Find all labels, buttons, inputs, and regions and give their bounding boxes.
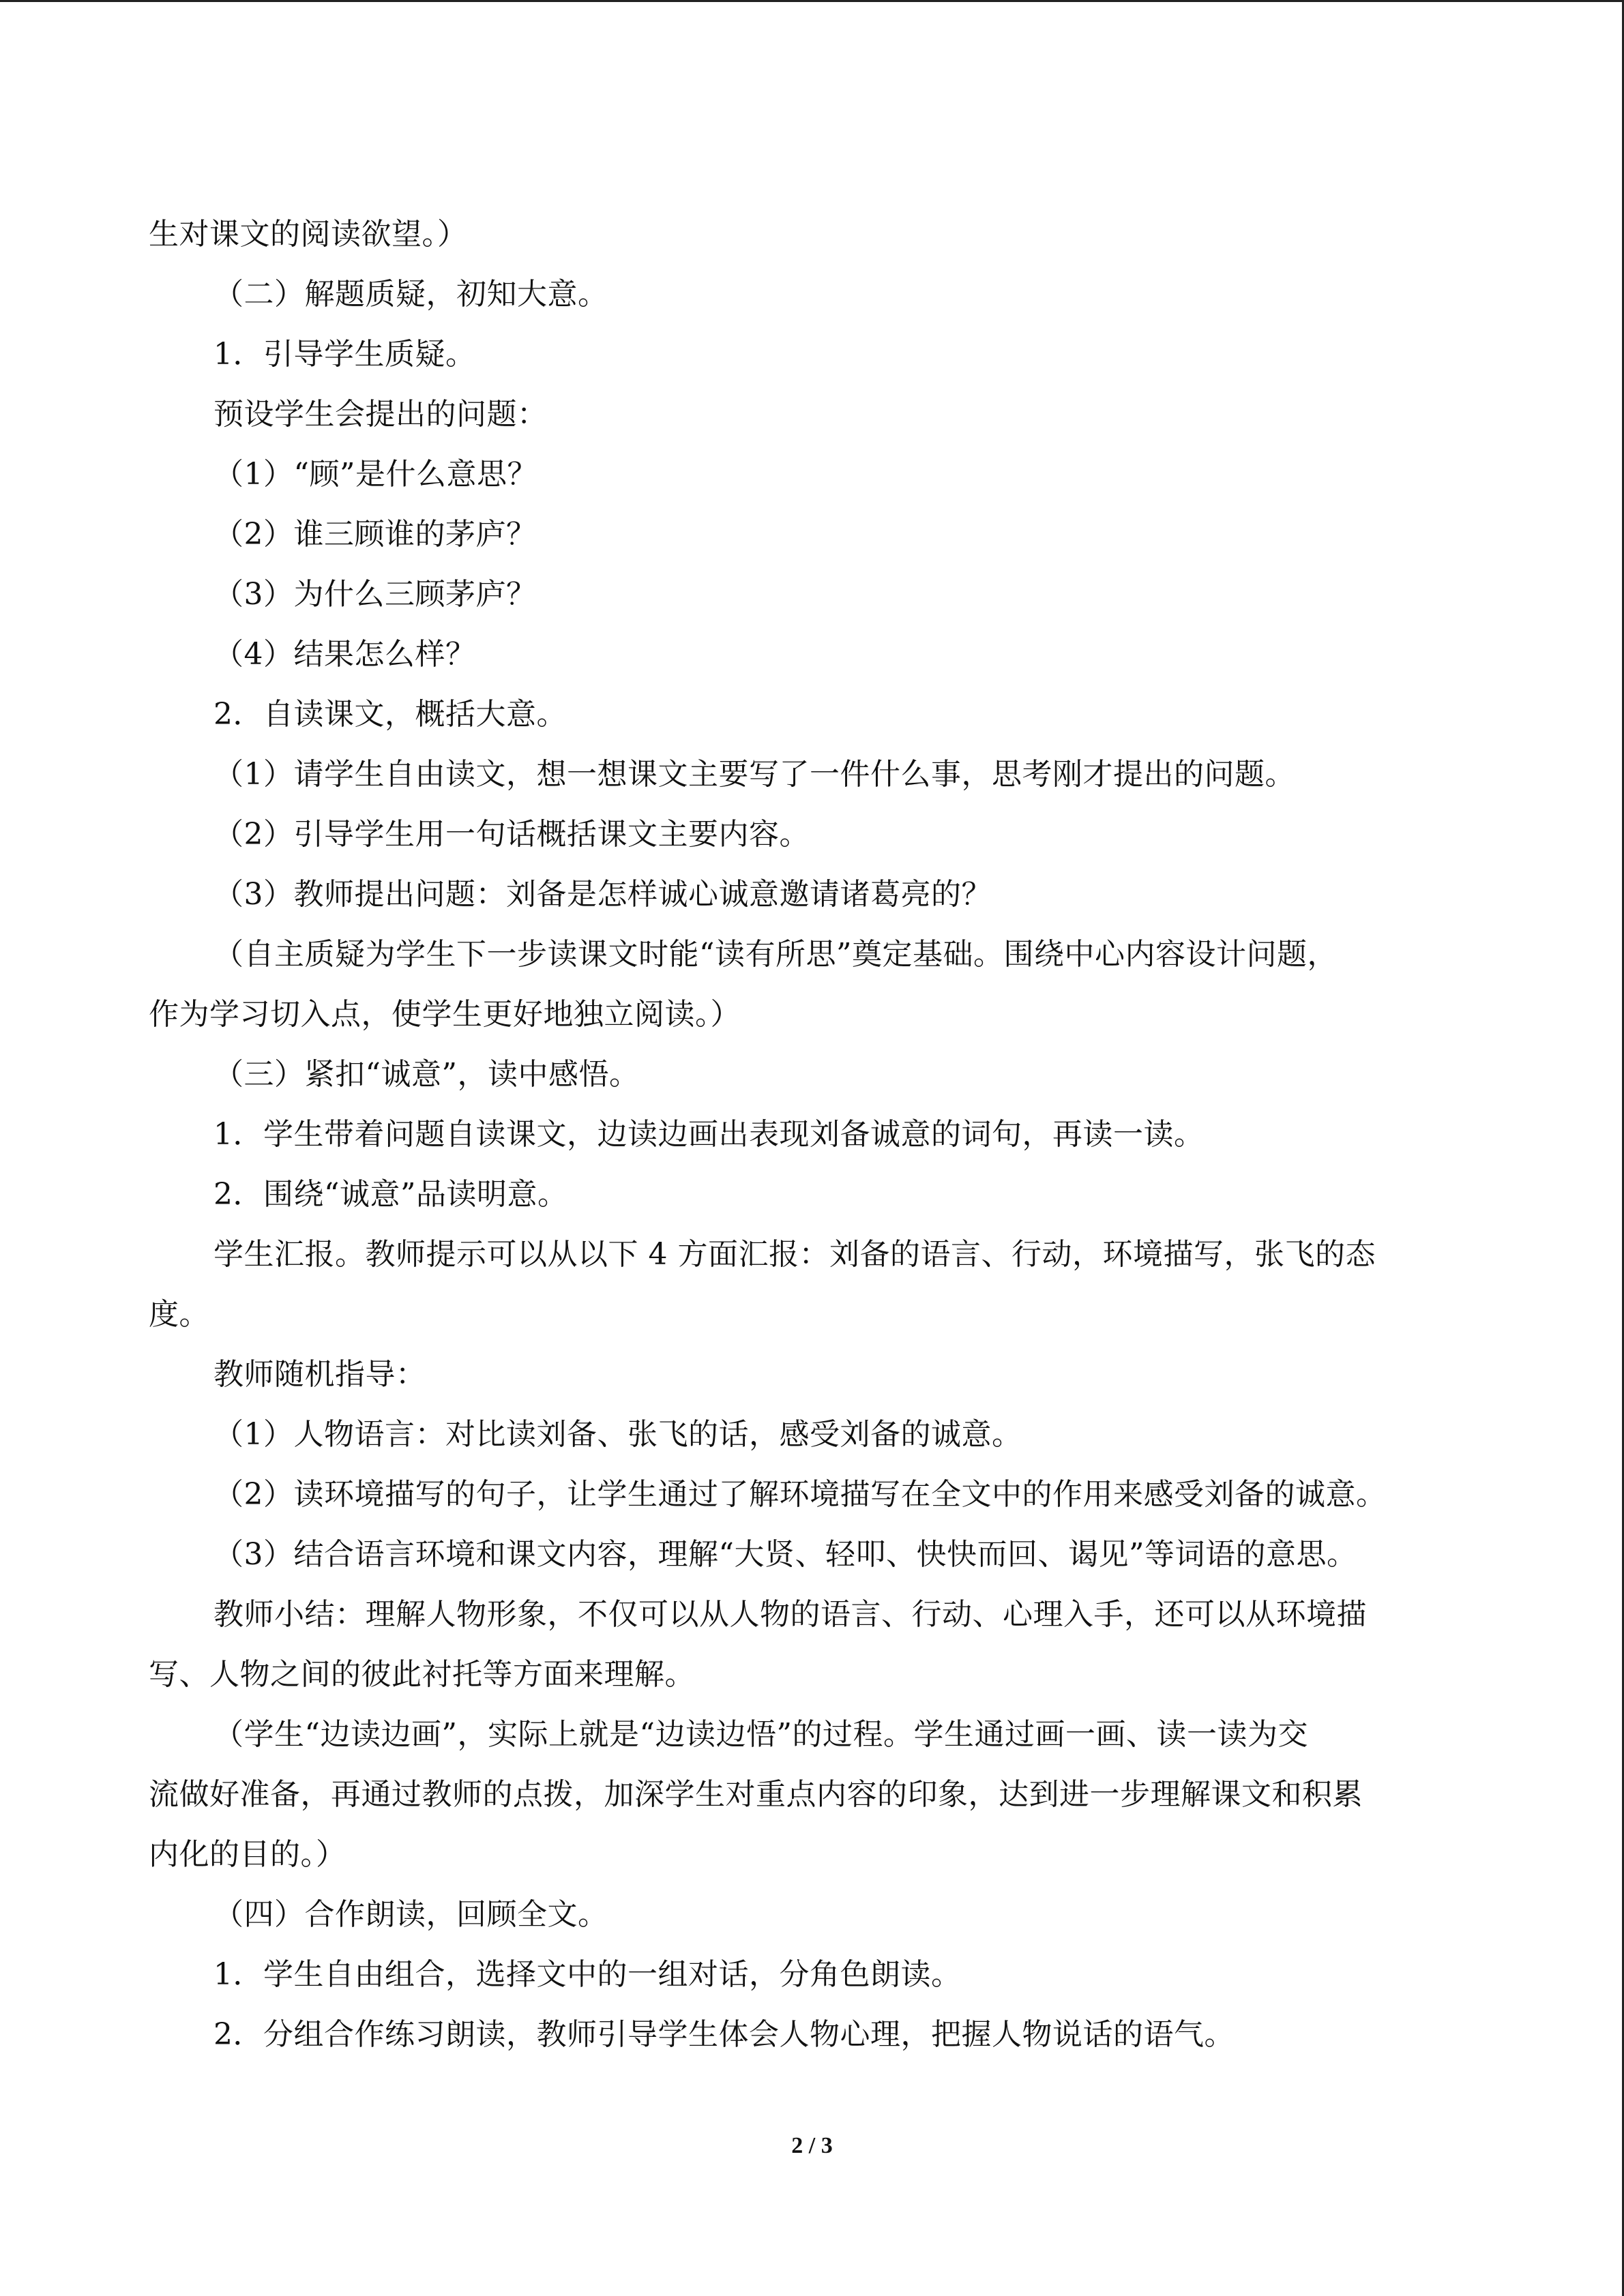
text-line: 1．引导学生质疑。 <box>213 337 476 372</box>
text-line: （3）结合语言环境和课文内容，理解“大贤、轻叩、快快而回、谒见”等词语的意思。 <box>213 1537 1357 1572</box>
text-line: 教师随机指导： <box>213 1357 426 1392</box>
text-line: （三）紧扣“诚意”，读中感悟。 <box>213 1057 640 1092</box>
text-line: 2．围绕“诚意”品读明意。 <box>213 1177 568 1212</box>
page-border-top <box>0 0 1624 2</box>
text-line: 1．学生自由组合，选择文中的一组对话，分角色朗读。 <box>213 1957 962 1992</box>
text-line: （4）结果怎么样？ <box>213 637 476 672</box>
text-line: 1．学生带着问题自读课文，边读边画出表现刘备诚意的词句，再读一读。 <box>213 1117 1205 1152</box>
text-line: 生对课文的阅读欲望。） <box>149 217 468 252</box>
text-line: （3）教师提出问题：刘备是怎样诚心诚意邀请诸葛亮的？ <box>213 877 992 912</box>
text-line: 写、人物之间的彼此衬托等方面来理解。 <box>149 1657 695 1692</box>
text-line: 2．自读课文，概括大意。 <box>213 697 567 732</box>
text-line: 教师小结：理解人物形象，不仅可以从人物的语言、行动、心理入手，还可以从环境描 <box>213 1597 1367 1632</box>
text-line: （2）谁三顾谁的茅庐？ <box>213 517 537 552</box>
page-number: 2 / 3 <box>791 2133 833 2158</box>
text-line: （学生“边读边画”，实际上就是“边读边悟”的过程。学生通过画一画、读一读为交 <box>213 1717 1308 1752</box>
text-line: （自主质疑为学生下一步读课文时能“读有所思”奠定基础。围绕中心内容设计问题， <box>213 937 1338 972</box>
text-line: 预设学生会提出的问题： <box>213 397 548 432</box>
text-line: （1）“顾”是什么意思？ <box>213 457 537 492</box>
text-line: 度。 <box>149 1297 209 1332</box>
text-line: （2）引导学生用一句话概括课文主要内容。 <box>213 817 810 852</box>
text-line: 2．分组合作练习朗读，教师引导学生体会人物心理，把握人物说话的语气。 <box>213 2017 1235 2052</box>
text-line: （四）合作朗读，回顾全文。 <box>213 1897 608 1932</box>
text-line: （二）解题质疑，初知大意。 <box>213 277 608 312</box>
text-line: （1）人物语言：对比读刘备、张飞的话，感受刘备的诚意。 <box>213 1417 1022 1452</box>
document-body <box>149 205 1465 2065</box>
text-line: （1）请学生自由读文，想一想课文主要写了一件什么事，思考刚才提出的问题。 <box>213 757 1295 792</box>
text-line: 流做好准备，再通过教师的点拨，加深学生对重点内容的印象，达到进一步理解课文和积累 <box>149 1777 1363 1812</box>
text-line: 内化的目的。） <box>149 1837 346 1872</box>
text-line: 学生汇报。教师提示可以从以下 4 方面汇报：刘备的语言、行动，环境描写，张飞的态 <box>213 1237 1376 1272</box>
text-line: 作为学习切入点，使学生更好地独立阅读。） <box>149 997 741 1032</box>
text-line: （2）读环境描写的句子，让学生通过了解环境描写在全文中的作用来感受刘备的诚意。 <box>213 1477 1387 1512</box>
text-line: （3）为什么三顾茅庐？ <box>213 577 537 612</box>
